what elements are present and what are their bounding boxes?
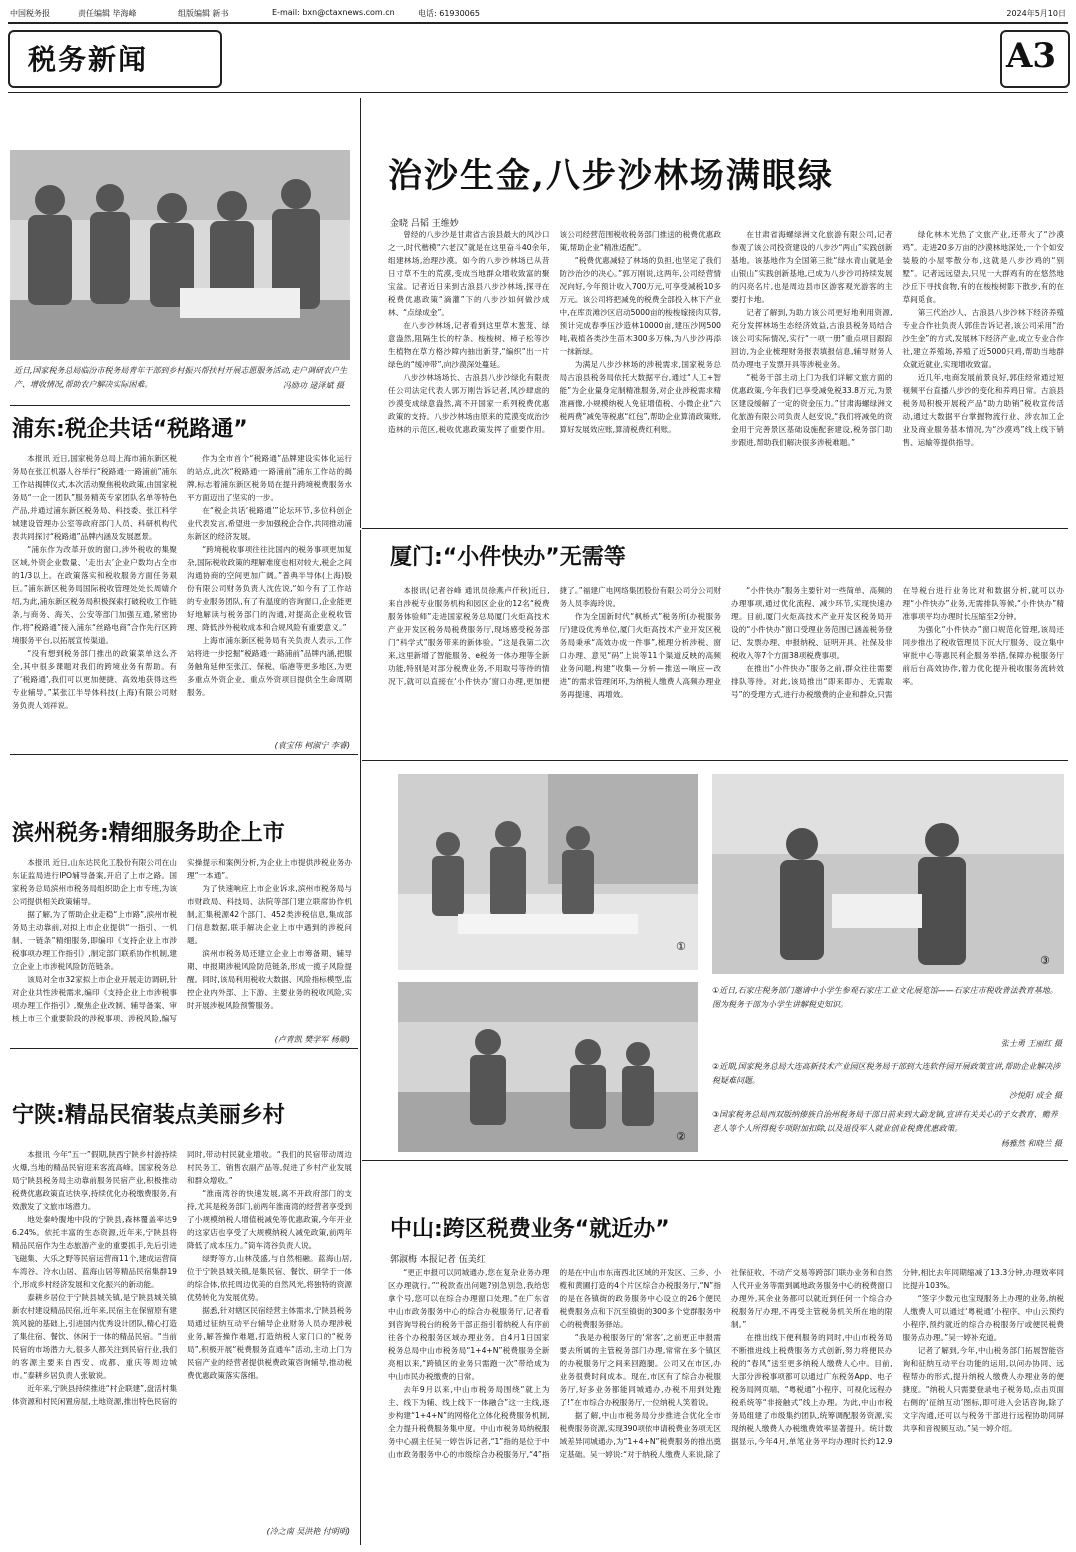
- ningshan-headline: 宁陕:精品民宿装点美丽乡村: [12, 1103, 285, 1128]
- zhongshan-body: [388, 1266, 1064, 1542]
- binzhou-body: [12, 856, 352, 1034]
- xiamen-paragraph: 在推出“小件快办”服务之前,群众往往需要排队等待。对此,该局推出“即来即办、无需取号”的受理方式,进行办税缴费的企业和群众,只需在导税台进行业务比对和数据分析,就可以办理“小件快办”业务,无需排队等候,“小件快办”精准事项平均办理时长压缩至2分钟。: [731, 586, 1064, 699]
- xiamen-paragraph: 作为全国新时代“枫桥式”税务所(办税服务厅)建设优秀单位,厦门火炬高技术产业开发区税务局秉承“高效办成一件事”,梳理分析涉税、窗口办理、意见“码”上说等11个渠道反映的高频业务问题,构建“收集—分析—推送—响应—改进”的需求管理闭环,为纳税人缴费人高频办理业务再提速、再增效。: [559, 612, 721, 699]
- volunteer-service-photo: [10, 150, 350, 360]
- zhongshan-paragraph: 记者了解到,今年,中山税务部门拓展智能咨询和征纳互动平台功能的运用,以问办协同、远程帮办的形式,提升纳税人缴费人办理业务的便捷度。“纳税人只需要登录电子税务局,点击页面右侧的‘征纳互动’图标,即可进入会话咨询,除了文字沟通,还可以与税务干部进行远程协助同屏共享和音视频互动。”吴一婷介绍。: [902, 1346, 1064, 1433]
- zhongshan-paragraph: “我是办税服务厅的‘常客’,之前更正申报需要去所属的主管税务部门办理,常常在多个镇区的办税服务厅之间来回跑腿。公司又在市区,办业务很费时间成本。现在,市区有了综合办税服务厅,好多业务都能同城通办,办税不用到处跑了!”在市综合办税服务厅,一位纳税人笑着说。: [559, 1333, 721, 1407]
- binzhou-paragraph: 本报讯 近日,山东达民化工股份有限公司在山东证监局进行IPO辅导备案,开启了上市之路。国家税务总局滨州市税务局组织助企上市专班,为该公司提供相关政策辅导。: [12, 858, 177, 906]
- main-paragraph: “税务干部主动上门为我们详解文旅方面的优惠政策,今年我们已享受减免税33.8万元,为景区建设缓解了一定的资金压力。”甘肃海螺绿洲文化旅游有限公司负责人赵安说,“我们将减免的资金用于完善景区基础设施配套建设,税务部门助步跟进,帮助我们解决很多涉税难题。”: [731, 373, 893, 447]
- paper-name: 中国税务报: [10, 9, 50, 18]
- main-paragraph: 记者了解到,为助力该公司更好地利用资源,充分发挥林场生态经济效益,古浪县税务局结合该公司实际情况,实行“一项一册”重点项目跟踪回访,为企业梳理财务报表填报信息,辅导财务人员办理电子发票开具等涉税业务。: [731, 308, 893, 369]
- ningshan-body: [12, 1148, 352, 1524]
- main-paragraph: 为满足八步沙林场的涉税需求,国家税务总局古浪县税务局依托大数据平台,通过“人工+智能”为企业量身定制精准服务,对企业涉税需求精准画像,小规模纳税人免征增值税、小微企业“六税两费”减免等税惠“红包”,帮助企业算清政策账,算好发展效应账,算清税费红利账。: [559, 360, 721, 434]
- divider-main: [362, 528, 1068, 529]
- zhongshan-headline: 中山:跨区税费业务“就近办”: [390, 1217, 670, 1242]
- main-paragraph: 近几年,电商发展前景良好,郭佳经常通过短视频平台直播八步沙的变化和养鸡日常。古浪县税务局积极开展税产品“助力助销”税收宣传活动,通过大数据平台掌握物流行业、涉农加工企业及商业服务基本情况,为“沙漠鸡”线上线下销售、运输等提供指导。: [902, 373, 1064, 447]
- header-top-rule: [8, 22, 1068, 24]
- photo-students-museum: [398, 774, 698, 970]
- xiamen-paragraph: 为强化“小件快办”窗口规范化管理,该局还同步推出了税收管理员下沉大厅服务、设立集中审批中心等惠民利企服务举措,保障办税服务厅前后台高效协作,着力优化提升税收服务流转效率。: [902, 625, 1064, 686]
- ningshan-paragraph: 泰耕乡居位于宁陕县城关镇,是宁陕县城关镇新农村建设精品民宿,近年来,民宿主在保留原有建筑风貌的基础上,引进国内优秀设计团队,精心打造了集住宿、餐饮、休闲于一体的精品民宿。“当前民宿的市场潜力大,很多人都关注到民宿行业,我们的客源主要来自西安、成都、重庆等周边城市。”泰耕乡居负责人张敏说。: [12, 1293, 177, 1380]
- ningshan-sign: (冷之南 吴洪艳 付明明): [266, 1527, 350, 1536]
- divider-xiamen: [362, 760, 1068, 761]
- main-headline: 治沙生金,八步沙林场满眼绿: [388, 156, 834, 196]
- photo-label-1: ①: [676, 940, 686, 953]
- photo-label-3: ③: [1040, 954, 1050, 967]
- main-paragraph: 绿化林木光热了文旅产业,还带火了“沙漠鸡”。走进20多万亩的沙漠林地深处,一个个如安装般的小屋零散分布,这就是八步沙鸡的“别墅”。记者远远望去,只见一大群鸡有的在悠然地沙丘下寻找食物,有的在梭梭树影下散步,有的在草间觅食。: [902, 230, 1064, 304]
- pudong-paragraph: “浦东作为改革开放的窗口,涉外税收的集聚区域,外资企业数量、‘走出去’企业户数均占全市的1/3以上。在政策落实和税收服务方面任务艰巨。”浦东新区税务局国际税收管理处处长周婧介绍,为此,浦东新区税务局积极探索打破税收工作链条,与商务、海关、公安等部门加强互通,紧密协作,将“税路通”接入浦东“丝路电商”合作先行区跨境服务平台,以拓展宣传渠道。: [12, 545, 177, 645]
- page-number: A3: [1006, 36, 1057, 76]
- pudong-paragraph: 上海市浦东新区税务局有关负责人表示,工作站将进一步挖掘“税路通·一路浦前”品牌内涵,把服务触角延伸至张江、保税、临港等更多地区,为更多重点外资企业、重点外资项目提供全生命周期服务。: [187, 636, 352, 697]
- main-paragraph: 八步沙林场场长、古浪县八步沙绿化有限责任公司法定代表人郭万刚告诉记者,风沙肆虐的沙漠变成绿意盎然,离不开国家一系列税费优惠政策的支持。八步沙林场由原来的荒漠变成治沙造林的示范区,税收优惠政策发挥了重要作用。该公司经营范围税收税务部门推送的税费优惠政策,帮助企业“精准适配”。: [388, 230, 721, 434]
- zhongshan-byline: 郭淑梅 本报记者 伍美红: [390, 1255, 486, 1265]
- binzhou-paragraph: 该局对全市32家拟上市企业开展走访调研,针对企业共性涉税需求,编印《支持企业上市涉税事项办理工作指引》,聚焦企业改制、辅导备案、审核上市三个重要阶段的涉税事项、涉税风险,编写实操提示和案例分析,为企业上市提供涉税业务办理“一本通”。: [12, 858, 352, 1023]
- binzhou-paragraph: 滨州市税务局还建立企业上市筹备期、辅导期、申报期涉税风险防范链条,形成一揽子风险提醒。同时,该局利用税收大数据、风险指标模型,监控企业内外部、上下游、主要业务的税收风险,实时开展涉税风险预警服务。: [187, 949, 352, 1010]
- main-paragraph: “税费优惠减轻了林场的负担,也坚定了我们防沙治沙的决心。”郭万刚说,这两年,公司经营情况向好,今年预计收入700万元,可享受减税10多万元。该公司将把减免的税费全部投入林下产业中,在库贡滩沙区启动5000亩的梭梭嫁接肉苁蓉,预计完成春季压沙造林10000亩,建压沙网500吨,栽植各类沙生苗木300多万株,为八步沙再添一抹新绿。: [559, 256, 721, 356]
- pudong-paragraph: 在“税企共话‘税路通’”论坛环节,多位科创企业代表发言,希望进一步加强税企合作,共同推动浦东新区的经济发展。: [187, 506, 352, 541]
- main-paragraph: 第三代治沙人、古浪县八步沙林下经济养殖专业合作社负责人郭佳告诉记者,该公司采用“治沙生金”的方式,发展林下经济产业,成立专业合作社,建立养殖场,养殖了近5000只鸡,帮助当地群众就近就业,实现增收致富。: [902, 308, 1064, 369]
- column-divider-right: [360, 530, 361, 1545]
- photo-credit-2: 沙悦阳 成全 摄: [1008, 1091, 1062, 1100]
- xiamen-headline: 厦门:“小件快办”无需等: [390, 545, 626, 570]
- ningshan-paragraph: “淮南湾谷的快速发展,离不开政府部门的支持,尤其是税务部门,前两年淮南湾的经营者享受到了小规模纳税人增值税减免等优惠政策,今年开业的这家店也享受了大规模纳税人减免政策,前两年降低了成本压力。”筒车湾谷负责人说。: [187, 1189, 352, 1250]
- main-byline: 金晓 吕韬 王维妙: [390, 219, 459, 229]
- header-bottom-rule: [8, 92, 1068, 93]
- binzhou-paragraph: 为了快速响应上市企业诉求,滨州市税务局与市财政局、科技局、法院等部门建立联席协作机制,汇集税源42个部门、452类涉税信息,集成部门信息数据,联手解决企业上市中遇到的涉税问题。: [187, 884, 352, 945]
- xiamen-paragraph: “小件快办”服务主要针对一些简单、高频的办理事项,通过优化流程、减少环节,实现快速办理。目前,厦门火炬高技术产业开发区税务局开设的“小件快办”窗口受理业务范围已涵盖税务登记、发票办理、申报纳税、证明开具、社保及非税收入等7个方面38项税费事项。: [731, 586, 893, 660]
- pudong-paragraph: “没有想到税务部门推出的政策菜单这么齐全,其中很多课题对我们的跨境业务有帮助。有了‘税路通’,我们可以更加便捷、高效地获得这些专业辅导。”某张江半导体科技(上海)有限公司财务负责人刘祥说。: [12, 649, 177, 710]
- photo-tax-officers-village: [712, 774, 1064, 974]
- photo-credit-1: 张士勇 王丽红 摄: [1000, 1039, 1062, 1048]
- divider-pudong: [10, 754, 358, 755]
- ningshan-paragraph: 绿野等方,山林茂盛,与自然相融。蓝海山居,位于宁陕县城关镇,是集民宿、餐饮、研学于一体的综合体,依托周边优美的自然风光,将独特的资源优势转化为发展优势。: [187, 1254, 352, 1302]
- layout-editor-credit: 组版编辑 新书: [178, 9, 229, 18]
- ningshan-paragraph: 地处秦岭腹地中段的宁陕县,森林覆盖率达96.24%。依托丰富的生态资源,近年来,宁陕县将精品民宿作为生态旅游产业的重要抓手,先后引进飞磁集、大乐之野等民宿运营商11个,建成运营筒车湾谷、冷水山居、蓝海山居等精品民宿集群19个,形成乡村经济发展和文化振兴的新动能。: [12, 1215, 177, 1289]
- column-divider-left: [360, 98, 361, 528]
- pudong-paragraph: 本报讯 近日,国家税务总局上海市浦东新区税务局在张江机器人谷举行“税路通·一路浦前”浦东工作站揭牌仪式,本次活动聚焦税收政策,由国家税务局“一企一团队”服务精英专家团队名单等特色产品,并通过浦东新区税务局、科技委、张江科学城建设管理办公室等政府部门人员、科研机构代表共同探讨“税路通”品牌内涵及发展愿景。: [12, 454, 177, 541]
- zhongshan-paragraph: 据了解,中山市税务局分步推进合优化全市税费服务资源,实现390项依申请税费业务项无区域差异同城通办,为“1+4+N”税费服务的推出奠定基础。吴一婷说:“对于纳税人缴费人来说,除了社保征收、不动产交易等跨部门联办业务和自然人代开业务等需到属地政务服务中心的税费窗口办理外,其余业务都可以就近到任何一个综合办税服务厅办理,不再受主管税务机关所在地的限制。”: [559, 1268, 893, 1459]
- pudong-paragraph: “跨境税收事项往往比国内的税务事项更加复杂,国际税收政策的理解难度也相对较大,税企之间沟通协商的空间更加广阔。”普典半导体(上海)股份有限公司财务负责人沈佐说,“如今有了工作站的专业服务团队,有了有温度的咨询窗口,企业能更好地解读与税务部门的沟通,对提高企业税收管理、降低涉外税收成本和合规风险有重要意义。”: [187, 545, 352, 632]
- binzhou-sign: (卢青凯 樊学军 杨顺): [274, 1035, 350, 1044]
- photo-credit-3: 杨雅然 和晓兰 摄: [1000, 1139, 1062, 1148]
- photo-caption-1: ①近日,石家庄税务部门邀请中小学生参观石家庄工业文化展览馆——石家庄市税收普法教育基地。图为税务干部为小学生讲解税史知识。: [712, 986, 1058, 1009]
- pudong-sign: (袁宝伟 柯淑宁 李睿): [274, 741, 350, 750]
- photo-caption-3: ③国家税务总局西双版纳傣族自治州税务局干部日前来到大勐龙镇,宣讲有关关心的子女教育、赡养老人等个人所得税专项附加扣除,以及退役军人就业创业税费优惠政策。: [712, 1110, 1058, 1133]
- zhongshan-paragraph: “更正申报可以同城通办,您在复杂业务办理区办理就行。”“税款查出问题?别急别急,我给您拿个号,您可以在综合办理窗口处理。”在广东省中山市政务服务中心的综合办税服务厅,记者看到咨询导税台的税务干部正指引着纳税人有序前往各个办税服务区域办理业务。自4月1日国家税务总局中山市税务局“1+4+N”税费服务全新亮相以来,“跨镇区的业务只需跑一次”带给成为中山市民办税缴费的日常。: [388, 1268, 550, 1381]
- binzhou-headline: 滨州税务:精细服务助企上市: [12, 821, 285, 846]
- photo-policy-briefing: [398, 982, 698, 1152]
- divider-photos: [362, 1160, 1068, 1161]
- contact-email: E-mail: bxn@ctaxnews.com.cn: [272, 8, 395, 17]
- pudong-body: [12, 452, 352, 738]
- binzhou-paragraph: 据了解,为了帮助企业走稳“上市路”,滨州市税务局主动靠前,对拟上市企业提供“一指引、一机制、一链条”精细服务,即编印《支持企业上市涉税事项办理工作指引》,制定部门联系协作机制,建立企业上市涉税风险防范链条。: [12, 910, 177, 971]
- contact-phone: 电话: 61930065: [418, 9, 480, 18]
- photo-label-2: ②: [676, 1130, 686, 1143]
- divider-photo: [10, 405, 350, 406]
- main-paragraph: 在八步沙林场,记者看到这里草木葱茏、绿意盎然,阻隔生长的柠条、梭梭树、樟子松等沙生植物在草方格沙障内抽出新芽,“编织”出一片绿色的“缓冲带”,向沙漠深处蔓延。: [388, 321, 550, 369]
- pudong-headline: 浦东:税企共话“税路通”: [12, 417, 248, 442]
- zhongshan-paragraph: 在推出线下便利服务的同时,中山市税务局不断推进线上税费服务方式创新,努力将便民办税的“春风”送至更多纳税人缴费人心中。目前,大部分涉税事项都可以通过广东税务App、电子税务局网页端、“粤税通”小程序、可视化远程办税系统等“非接触式”线上办理。为此,中山市税务局组建了市级集约团队,统筹调配服务资源,实现纳税人缴费人办税缴费效率显著提升。统计数据显示,今年4月,单笔业务平均办理时长约12.9分钟,相比去年同期缩减了13.3分钟,办理效率同比提升103%。: [731, 1268, 1064, 1446]
- top-photo-credit: 冯励功 逯泽斌 摄: [282, 381, 344, 390]
- main-article-body: [388, 228, 1064, 524]
- xiamen-paragraph: 本报讯(记者谷峰 通讯员徐燕卢仟秋)近日,来自涉税专业服务机构和园区企业的12名“税费服务体验师”走进国家税务总局厦门火炬高技术产业开发区税务局税费服务厅,现场感受税务部门“科学式”服务带来的新体验。“这是我第二次来,这里新增了智能服务、e税务一体办理等全新功能,特别是对部分税费业务,不用取号等待的情况下,就可以直接在‘小件快办’窗口办理,更加便捷了。”福建广电网络集团股份有限公司分公司财务人员李海玲说。: [388, 586, 721, 686]
- issue-date: 2024年5月10日: [1006, 9, 1066, 18]
- section-title: 税务新闻: [28, 43, 149, 76]
- photo-caption-2: ②近期,国家税务总局大连高新技术产业园区税务局干部到大连软件园开展政策宣讲,帮助企业解决涉税疑难问题。: [712, 1062, 1061, 1085]
- main-paragraph: 在甘肃省海螺绿洲文化旅游有限公司,记者参观了该公司投资建设的八步沙“两山”实践创新基地。该基地作为全国第三批“绿水青山就是金山银山”实践创新基地,已成为八步沙司持续发展的闪亮名片,也是周边县市区游客观光游客的主要打卡地。: [731, 230, 893, 304]
- ningshan-paragraph: 近年来,宁陕县持续推进“村企联建”,盘活村集体资源和村民闲置房屋,土地资源,推出特色民宿的同时,带动村民就业增收。“我们的民宿带动周边村民务工、销售农副产品等,促进了乡村产业发展和群众增收。”: [12, 1150, 352, 1406]
- main-paragraph: 曾经的八步沙是甘肃省古浪县最大的风沙口之一,时代楷模“六老汉”就是在这里奋斗40余年,组建林场,治理沙漠。如今的八步沙林场已从昔日寸草不生的荒漠,变成当地群众增收致富的聚宝盆。记者近日来到古浪县八步沙林场,探寻在税费优惠政策“滴灌”下的八步沙如何做沙成林、“点绿成金”。: [388, 230, 550, 317]
- ningshan-paragraph: 据悉,针对辖区民宿经营主体需求,宁陕县税务局通过征纳互动平台辅导企业财务人员办理涉税业务,解答操作难题,打造纳税人家门口的“税务局”,积极开展“税费服务直通车”活动,主动上门为民宿产业的经营者提供税费政策咨询辅导,推动税费优惠政策落实落细。: [187, 1306, 352, 1380]
- zhongshan-paragraph: 去年9月以来,中山市税务局围绕“就上为主、线下为辅、线上线下一体融合”这一主线,逐步构建“1+4+N”的网格化立体化税费服务机制,全力提升税费服务集中度。中山市税务局纳税服务中心副主任吴一婷告诉记者,“1”指的是位于中山市政务服务中心的市级综合办税服务厅,“4”指的是在中山市东南西北区域的开发区、三乡、小榄和黄圃打造的4个片区综合办税服务厅,“N”指的是在各镇街的政务服务中心设立的26个便民税费服务点和下沉至镇街的300多个党群服务中心的税费服务驿站。: [388, 1268, 721, 1459]
- xiamen-body: [388, 584, 1064, 752]
- ningshan-paragraph: 本报讯 今年“五一”假期,陕西宁陕乡村游持续火爆,当地的精品民宿迎来客流高峰。国家税务总局宁陕县税务局主动靠前服务民宿产业,积极推动税费优惠政策直达快享,持续优化办税缴费服务,有效激发了文旅市场潜力。: [12, 1150, 177, 1211]
- editor-credit: 责任编辑 毕海峰: [78, 9, 137, 18]
- top-photo-caption: 近日,国家税务总局临汾市税务局青年干部到乡村振兴帮扶村开展志愿服务活动,走户调研农户生产、增收情况,帮助农户解决实际困难。: [14, 366, 348, 389]
- divider-binzhou: [10, 1048, 358, 1049]
- zhongshan-paragraph: “签字少数元也宝现服务上办理的业务,纳税人缴费人可以通过‘粤税通’小程序、中山云预约小程序,预约就近的综合办税服务厅或便民税费服务点办理。”吴一婷补充道。: [902, 1294, 1064, 1342]
- pudong-paragraph: 作为全市首个“税路通”品牌建设实体化运行的站点,此次“税路通·一路浦前”浦东工作站的揭牌,标志着浦东新区税务局在提升跨境税费服务水平方面迈出了坚实的一步。: [187, 454, 352, 502]
